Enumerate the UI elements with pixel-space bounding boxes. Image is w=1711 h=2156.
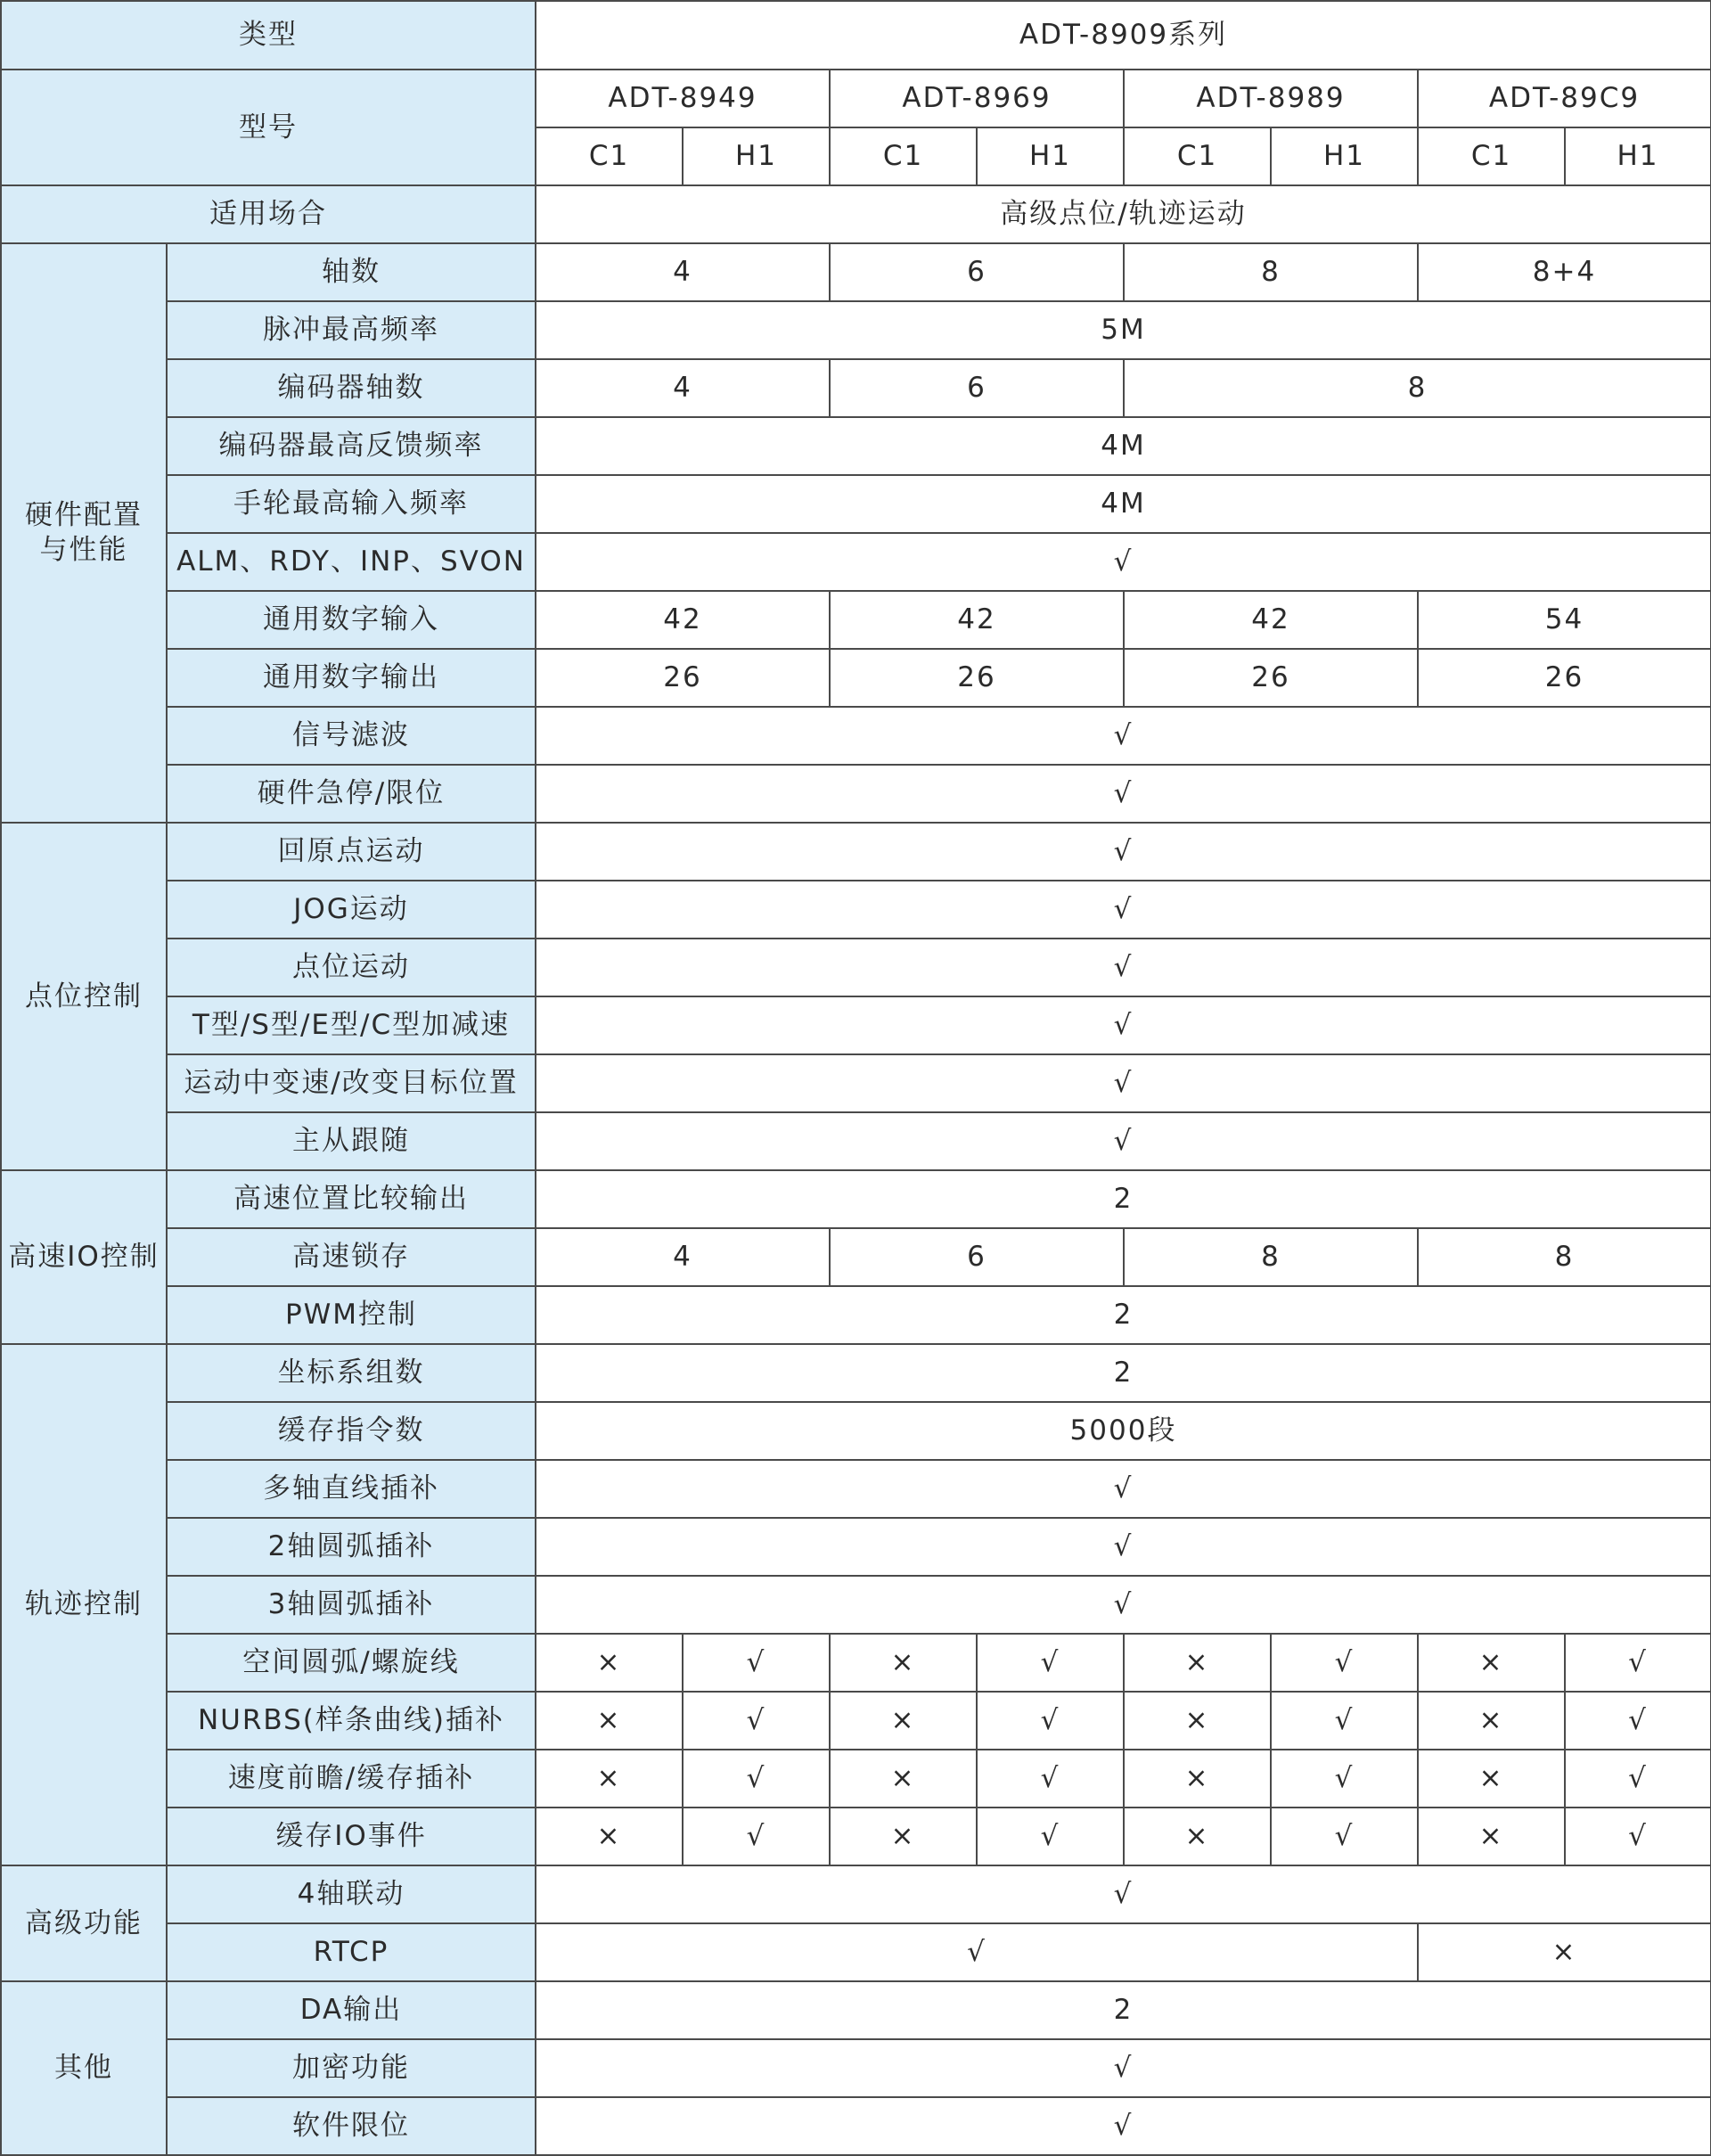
- spec-value: ×: [1124, 1808, 1271, 1865]
- feature-label: 回原点运动: [167, 823, 536, 881]
- spec-row: [1, 939, 1711, 996]
- spec-value: √: [1271, 1750, 1418, 1808]
- spec-row: [1, 1344, 1711, 1402]
- spec-row: [1, 823, 1711, 881]
- spec-value: √: [683, 1634, 830, 1692]
- feature-label: 坐标系组数: [167, 1344, 536, 1402]
- spec-row: [1, 1112, 1711, 1170]
- spec-value: 42: [1124, 591, 1418, 649]
- spec-value: √: [1565, 1750, 1711, 1808]
- model-label: 型号: [1, 70, 536, 185]
- spec-value: 6: [830, 359, 1124, 417]
- model-name: ADT-8989: [1124, 70, 1418, 127]
- feature-label: 加密功能: [167, 2039, 536, 2097]
- spec-row: [1, 1402, 1711, 1460]
- model-name: ADT-8949: [536, 70, 830, 127]
- spec-row: [1, 301, 1711, 359]
- spec-row: [1, 707, 1711, 765]
- variant-label: H1: [1271, 127, 1418, 185]
- feature-label: 主从跟随: [167, 1112, 536, 1170]
- spec-value: √: [1565, 1634, 1711, 1692]
- spec-value: √: [536, 881, 1711, 939]
- spec-value: ×: [1124, 1750, 1271, 1808]
- spec-row: [1, 2097, 1711, 2155]
- feature-label: PWM控制: [167, 1286, 536, 1344]
- spec-value: 2: [536, 1981, 1711, 2039]
- feature-label: 软件限位: [167, 2097, 536, 2155]
- spec-value: √: [536, 765, 1711, 823]
- spec-value: 26: [1418, 649, 1711, 707]
- feature-label: ALM、RDY、INP、SVON: [167, 533, 536, 591]
- series-name: ADT-8909系列: [536, 1, 1711, 70]
- group-label: 其他: [1, 1981, 167, 2155]
- feature-label: 通用数字输入: [167, 591, 536, 649]
- spec-value: ×: [536, 1808, 683, 1865]
- spec-row: [1, 1460, 1711, 1518]
- feature-label: RTCP: [167, 1923, 536, 1981]
- feature-label: 通用数字输出: [167, 649, 536, 707]
- feature-label: 脉冲最高频率: [167, 301, 536, 359]
- spec-value: √: [536, 2039, 1711, 2097]
- spec-row: [1, 1692, 1711, 1750]
- spec-value: ×: [1124, 1634, 1271, 1692]
- spec-value: √: [1271, 1808, 1418, 1865]
- spec-row: [1, 591, 1711, 649]
- spec-value: √: [683, 1808, 830, 1865]
- spec-value: 42: [536, 591, 830, 649]
- feature-label: 3轴圆弧插补: [167, 1576, 536, 1634]
- spec-value: 54: [1418, 591, 1711, 649]
- group-label: 轨迹控制: [1, 1344, 167, 1865]
- spec-value: √: [1565, 1692, 1711, 1750]
- spec-value: √: [683, 1692, 830, 1750]
- spec-row: [1, 1228, 1711, 1286]
- spec-value: √: [536, 1865, 1711, 1923]
- spec-row: [1, 1865, 1711, 1923]
- feature-label: 多轴直线插补: [167, 1460, 536, 1518]
- spec-value: 4: [536, 1228, 830, 1286]
- spec-row: [1, 417, 1711, 475]
- spec-value: √: [683, 1750, 830, 1808]
- spec-value: 4M: [536, 475, 1711, 533]
- spec-value: √: [536, 707, 1711, 765]
- spec-value: ×: [1418, 1634, 1565, 1692]
- spec-value: 42: [830, 591, 1124, 649]
- spec-value: ×: [830, 1808, 977, 1865]
- spec-value: ×: [1418, 1692, 1565, 1750]
- spec-value: 4M: [536, 417, 1711, 475]
- spec-row: [1, 996, 1711, 1054]
- variant-label: H1: [1565, 127, 1711, 185]
- feature-label: 运动中变速/改变目标位置: [167, 1054, 536, 1112]
- spec-value: √: [977, 1750, 1124, 1808]
- spec-value: 8+4: [1418, 243, 1711, 301]
- application-row: [1, 185, 1711, 243]
- spec-value: √: [536, 939, 1711, 996]
- type-label: 类型: [1, 1, 536, 70]
- spec-row: [1, 1634, 1711, 1692]
- spec-row: [1, 533, 1711, 591]
- spec-value: √: [977, 1692, 1124, 1750]
- spec-value: ×: [1418, 1923, 1711, 1981]
- spec-row: [1, 1170, 1711, 1228]
- feature-label: 硬件急停/限位: [167, 765, 536, 823]
- spec-row: [1, 1518, 1711, 1576]
- spec-value: √: [1565, 1808, 1711, 1865]
- spec-value: ×: [1124, 1692, 1271, 1750]
- spec-value: ×: [1418, 1808, 1565, 1865]
- feature-label: 2轴圆弧插补: [167, 1518, 536, 1576]
- feature-label: T型/S型/E型/C型加减速: [167, 996, 536, 1054]
- spec-value: ×: [830, 1634, 977, 1692]
- spec-value: ×: [536, 1750, 683, 1808]
- spec-value: √: [536, 1112, 1711, 1170]
- spec-value: 8: [1124, 243, 1418, 301]
- spec-value: 8: [1124, 359, 1711, 417]
- spec-value: √: [536, 1923, 1418, 1981]
- feature-label: 空间圆弧/螺旋线: [167, 1634, 536, 1692]
- spec-value: 5M: [536, 301, 1711, 359]
- spec-value: 26: [830, 649, 1124, 707]
- spec-value: 8: [1418, 1228, 1711, 1286]
- spec-value: 6: [830, 1228, 1124, 1286]
- spec-value: √: [536, 1460, 1711, 1518]
- feature-label: 轴数: [167, 243, 536, 301]
- spec-value: 4: [536, 359, 830, 417]
- spec-row: [1, 1054, 1711, 1112]
- spec-value: 6: [830, 243, 1124, 301]
- feature-label: DA输出: [167, 1981, 536, 2039]
- model-row: [1, 70, 1711, 127]
- spec-row: [1, 649, 1711, 707]
- variant-label: C1: [536, 127, 683, 185]
- spec-value: √: [536, 1054, 1711, 1112]
- spec-value: 4: [536, 243, 830, 301]
- application-label: 适用场合: [1, 185, 536, 243]
- spec-table-body: [1, 1, 1711, 2155]
- spec-value: 26: [536, 649, 830, 707]
- spec-row: [1, 243, 1711, 301]
- spec-value: 8: [1124, 1228, 1418, 1286]
- spec-value: √: [536, 823, 1711, 881]
- spec-row: [1, 359, 1711, 417]
- spec-value: ×: [1418, 1750, 1565, 1808]
- feature-label: 4轴联动: [167, 1865, 536, 1923]
- model-name: ADT-89C9: [1418, 70, 1711, 127]
- application-value: 高级点位/轨迹运动: [536, 185, 1711, 243]
- spec-value: √: [536, 533, 1711, 591]
- variant-label: H1: [683, 127, 830, 185]
- group-label: 硬件配置 与性能: [1, 243, 167, 823]
- variant-label: C1: [830, 127, 977, 185]
- spec-value: ×: [536, 1692, 683, 1750]
- feature-label: 缓存指令数: [167, 1402, 536, 1460]
- group-label: 点位控制: [1, 823, 167, 1170]
- spec-value: ×: [830, 1750, 977, 1808]
- spec-row: [1, 1981, 1711, 2039]
- feature-label: 高速位置比较输出: [167, 1170, 536, 1228]
- variant-label: C1: [1124, 127, 1271, 185]
- spec-row: [1, 1750, 1711, 1808]
- spec-row: [1, 765, 1711, 823]
- spec-row: [1, 1286, 1711, 1344]
- spec-value: √: [536, 996, 1711, 1054]
- spec-row: [1, 1808, 1711, 1865]
- spec-row: [1, 881, 1711, 939]
- spec-value: √: [1271, 1634, 1418, 1692]
- spec-value: 5000段: [536, 1402, 1711, 1460]
- spec-row: [1, 475, 1711, 533]
- spec-value: 26: [1124, 649, 1418, 707]
- spec-value: 2: [536, 1286, 1711, 1344]
- feature-label: 编码器最高反馈频率: [167, 417, 536, 475]
- feature-label: 高速锁存: [167, 1228, 536, 1286]
- feature-label: 信号滤波: [167, 707, 536, 765]
- spec-row: [1, 1923, 1711, 1981]
- spec-value: √: [977, 1634, 1124, 1692]
- spec-row: [1, 1576, 1711, 1634]
- spec-value: √: [536, 1518, 1711, 1576]
- feature-label: 手轮最高输入频率: [167, 475, 536, 533]
- group-label: 高级功能: [1, 1865, 167, 1981]
- feature-label: JOG运动: [167, 881, 536, 939]
- spec-value: ×: [830, 1692, 977, 1750]
- spec-value: ×: [536, 1634, 683, 1692]
- spec-value: 2: [536, 1344, 1711, 1402]
- type-row: [1, 1, 1711, 70]
- spec-value: √: [536, 1576, 1711, 1634]
- feature-label: 缓存IO事件: [167, 1808, 536, 1865]
- group-label: 高速IO控制: [1, 1170, 167, 1344]
- spec-value: √: [1271, 1692, 1418, 1750]
- feature-label: NURBS(样条曲线)插补: [167, 1692, 536, 1750]
- model-name: ADT-8969: [830, 70, 1124, 127]
- variant-label: H1: [977, 127, 1124, 185]
- variant-label: C1: [1418, 127, 1565, 185]
- feature-label: 编码器轴数: [167, 359, 536, 417]
- feature-label: 点位运动: [167, 939, 536, 996]
- spec-value: 2: [536, 1170, 1711, 1228]
- spec-value: √: [536, 2097, 1711, 2155]
- spec-row: [1, 2039, 1711, 2097]
- spec-value: √: [977, 1808, 1124, 1865]
- feature-label: 速度前瞻/缓存插补: [167, 1750, 536, 1808]
